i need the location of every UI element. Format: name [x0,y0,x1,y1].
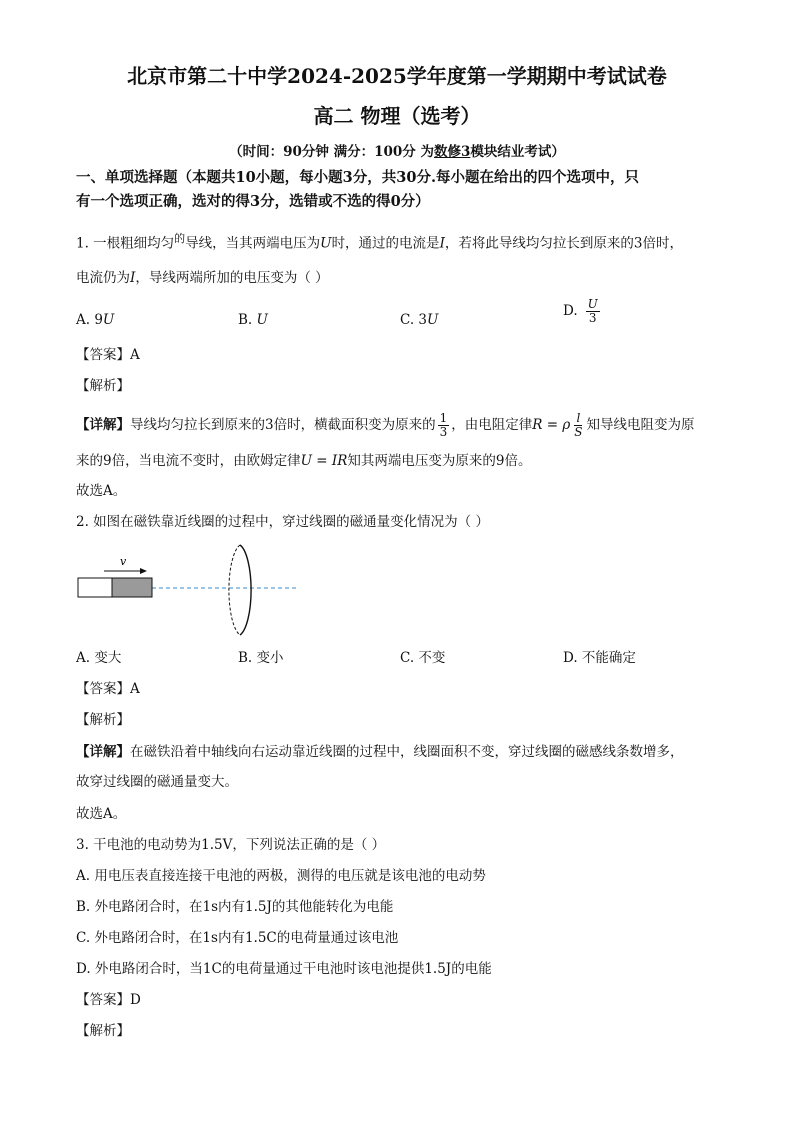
q1-analysis-label: 【解析】 [76,378,130,394]
q2-detail-line1: 【详解】在磁铁沿着中轴线向右运动靠近线圈的过程中，线圈面积不变，穿过线圈的磁感线条数增多， [76,744,684,760]
q1-option-a: A. 9U [76,312,115,328]
q1-option-d-fraction: $\frac{U}{3}$ [587,297,598,325]
exam-title: 北京市第二十中学2024-2025学年度第一学期期中考试试卷 [127,64,667,88]
one-third-fraction: $\frac{1}{3}$ [439,411,448,439]
magnet-pole-left [78,578,112,597]
q2-conclusion: 故选A。 [76,806,127,822]
q2-option-d: D. 不能确定 [563,650,636,666]
var-U: U [320,235,332,252]
q1-detail-line1: 【详解】导线均匀拉长到原来的3倍时，横截面积变为原来的 $\frac{1}{3}$ ，由电阻定律R = ρ $\frac{l}{S}$ 知导线电阻变为原 [76,411,695,439]
velocity-label: v [120,555,127,568]
magnet-pole-right [112,578,152,597]
q2-stem: 2. 如图在磁铁靠近线圈的过程中，穿过线圈的磁通量变化情况为（ ） [76,514,489,530]
q3-answer: 【答案】D [76,992,141,1008]
q3-analysis-label: 【解析】 [76,1023,130,1039]
q3-option-d: D. 外电路闭合时，当1C的电荷量通过干电池时该电池提供1.5J的电能 [76,961,492,977]
section-heading-line2: 有一个选项正确，选对的得3分，选错或不选的得0分） [76,193,430,210]
q3-option-b: B. 外电路闭合时，在1s内有1.5J的其他能转化为电能 [76,899,394,915]
velocity-arrow-head [140,568,147,574]
q2-option-b: B. 变小 [238,650,284,666]
q3-stem: 3. 干电池的电动势为1.5V，下列说法正确的是（ ） [76,837,386,853]
resistance-formula-fraction: $\frac{l}{S}$ [574,411,583,439]
section-heading-line1: 一、单项选择题（本题共10小题，每小题3分，共30分.每小题在给出的四个选项中，只 [76,169,639,186]
q2-analysis-label: 【解析】 [76,712,130,728]
var-I: I [439,235,445,252]
q1-detail-line2: 来的9倍，当电流不变时，由欧姆定律U = IR知其两端电压变为原来的9倍。 [76,453,532,469]
info-underlined: 数修3 [433,144,471,160]
exam-subject: 高二 物理（选考） [313,104,481,128]
magnet-coil-diagram [70,540,310,640]
q2-detail-line2: 故穿过线圈的磁通量变大。 [76,774,238,790]
q1-conclusion: 故选A。 [76,483,127,499]
exam-info: （时间：90分钟 满分：100分 为数修3模块结业考试） [229,144,565,160]
q1-option-c: C. 3U [400,312,439,328]
q2-option-c: C. 不变 [400,650,446,666]
q1-option-b: B. U [238,312,268,328]
q2-option-a: A. 变大 [76,650,122,666]
q3-option-a: A. 用电压表直接连接干电池的两极，测得的电压就是该电池的电动势 [76,868,486,884]
ohm-law-formula: U = IR [300,453,348,469]
q3-option-c: C. 外电路闭合时，在1s内有1.5C的电荷量通过该电池 [76,930,399,946]
q1-option-d: D. $\frac{U}{3}$ [563,297,598,325]
coil-front [240,545,251,635]
q2-answer: 【答案】A [76,681,140,697]
q1-stem-line2: 电流仍为I，导线两端所加的电压变为（ ） [76,270,329,286]
q1-answer: 【答案】A [76,347,140,363]
q1-stem-line1: 1. 一根粗细均匀$^的$导线，当其两端电压为U时，通过的电流是I，若将此导线均匀拉长到原来的3倍时， [76,232,683,252]
coil-back [229,545,240,635]
